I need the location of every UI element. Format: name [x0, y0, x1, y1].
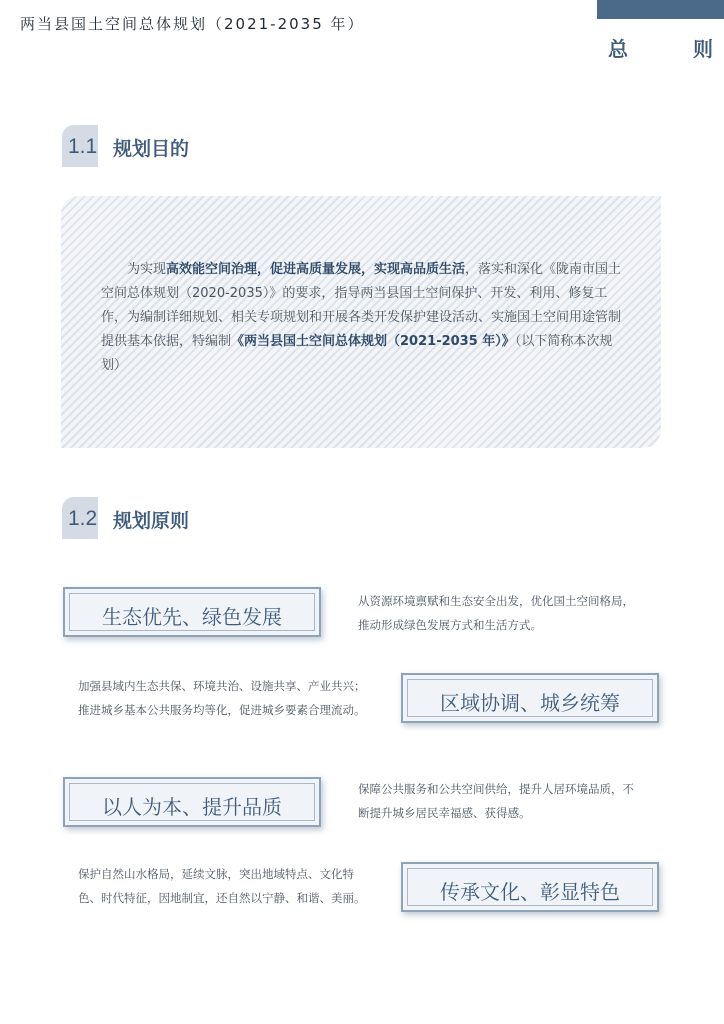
principle-desc-people — [358, 777, 634, 825]
principle-desc-coordination — [78, 674, 366, 722]
document-title: 两当县国土空间总体规划（2021-2035 年） — [20, 15, 365, 33]
section-number: 1.2 — [68, 507, 98, 530]
desc-line: 断提升城乡居民幸福感、获得感。 — [358, 806, 531, 820]
purpose-text-part-1: 为实现 — [127, 262, 167, 277]
principle-tag-people — [63, 777, 321, 827]
desc-line: 加强县域内生态共保、环境共治、设施共享、产业共兴； — [78, 679, 366, 693]
principle-tag-coordination — [401, 673, 659, 723]
desc-line: 推动形成绿色发展方式和生活方式。 — [358, 618, 542, 632]
section-number: 1.1 — [68, 135, 98, 158]
desc-line: 保障公共服务和公共空间供给，提升人居环境品质，不 — [358, 782, 634, 796]
principle-tag-label: 传承文化、彰显特色 — [440, 880, 620, 904]
desc-line: 色、时代特征，因地制宜，还自然以宁静、和谐、美丽。 — [78, 891, 366, 905]
principle-tag-label: 区域协调、城乡统筹 — [440, 691, 620, 715]
chapter-title-char-2: 则 — [693, 37, 713, 61]
principle-tag-culture — [401, 862, 659, 912]
principle-tag-ecology — [63, 587, 321, 637]
desc-line: 保护自然山水格局，延续文脉，突出地域特点、文化特 — [78, 867, 354, 881]
purpose-panel — [61, 196, 661, 448]
purpose-emphasis-2: 《两当县国土空间总体规划（2021-2035 年）》 — [231, 334, 515, 349]
principle-desc-culture — [78, 862, 366, 910]
purpose-paragraph — [101, 258, 631, 378]
desc-line: 从资源环境禀赋和生态安全出发，优化国土空间格局， — [358, 594, 634, 608]
principle-desc-ecology — [358, 589, 634, 637]
purpose-text-part-3: （以下简称本次规划） — [101, 334, 613, 373]
section-title: 规划目的 — [113, 138, 190, 160]
principle-tag-label: 以人为本、提升品质 — [102, 795, 282, 819]
chapter-title-char-1: 总 — [608, 37, 628, 61]
header-accent-bar — [597, 0, 724, 19]
section-title: 规划原则 — [113, 510, 190, 532]
purpose-emphasis-1: 高效能空间治理，促进高质量发展，实现高品质生活 — [166, 262, 466, 277]
principle-tag-label: 生态优先、绿色发展 — [102, 605, 282, 629]
desc-line: 推进城乡基本公共服务均等化，促进城乡要素合理流动。 — [78, 703, 366, 717]
purpose-text-part-2: ，落实和深化《陇南市国土空间总体规划（2020-2035）》的要求，指导两当县国土空间保护、开发、利用、修复工作，为编制详细规划、相关专项规划和开展各类开发保护建设活动、实施国土空间用途管制提供基本依据，特编制 — [101, 262, 622, 349]
